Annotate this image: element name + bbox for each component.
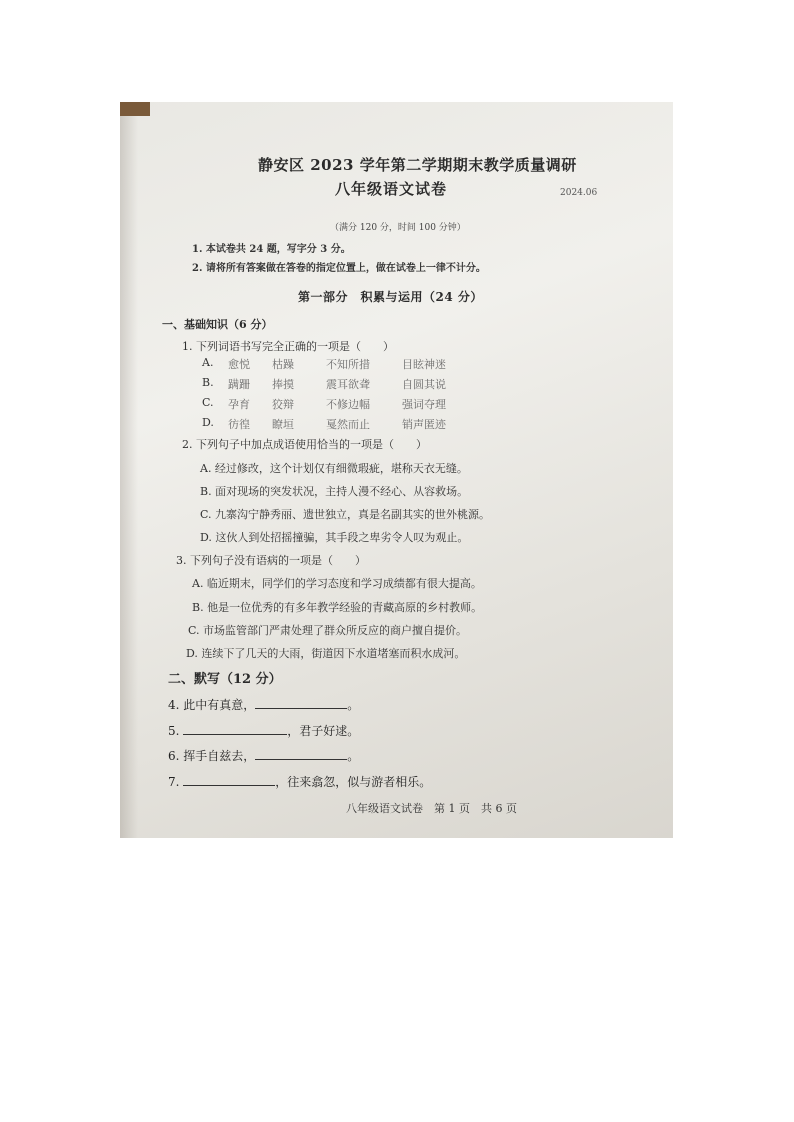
option-label: D.: [202, 416, 214, 429]
question-2-option-c: C. 九寨沟宁静秀丽、遗世独立，真是名副其实的世外桃源。: [200, 508, 491, 521]
dictation-item-6: [168, 747, 359, 764]
dictation-suffix: ，往来翕忽，似与游者相乐。: [275, 775, 432, 789]
paper-shadow: [120, 116, 138, 838]
question-3-option-b: B. 他是一位优秀的有多年教学经验的青藏高原的乡村教师。: [192, 601, 483, 614]
option-word: 自圆其说: [402, 378, 446, 391]
score-note: （满分 120 分，时间 100 分钟）: [330, 223, 466, 233]
dictation-suffix: 。: [347, 749, 360, 763]
dictation-item-4: [168, 696, 359, 713]
question-1-option-c: [120, 396, 673, 414]
instruction-2: 2. 请将所有答案做在答卷的指定位置上，做在试卷上一律不计分。: [192, 263, 486, 274]
option-label: C.: [202, 396, 214, 409]
question-2-option-b: B. 面对现场的突发状况，主持人漫不经心、从容救场。: [200, 485, 469, 498]
option-word: 瞭垣: [272, 418, 294, 431]
option-label: A.: [202, 356, 214, 369]
dictation-suffix: ，君子好逑。: [287, 724, 360, 738]
option-word: 震耳欲聋: [326, 378, 370, 391]
question-1-option-d: [120, 416, 673, 434]
question-1-stem: 1. 下列词语书写完全正确的一项是（ ）: [182, 340, 394, 353]
section-title-basics: 一、基础知识（6 分）: [162, 318, 273, 331]
question-3-option-d: D. 连续下了几天的大雨，街道因下水道堵塞而积水成河。: [186, 647, 466, 660]
table-edge: [120, 102, 150, 116]
exam-paper-photo: [120, 102, 673, 838]
option-word: 狡辩: [272, 398, 294, 411]
question-3-option-a: A. 临近期末，同学们的学习态度和学习成绩都有很大提高。: [192, 577, 482, 590]
option-word: 不修边幅: [326, 398, 370, 411]
exam-title: 静安区 2023 学年第二学期期末教学质量调研: [258, 156, 577, 174]
answer-blank[interactable]: [183, 722, 287, 735]
question-2-stem: 2. 下列句子中加点成语使用恰当的一项是（ ）: [182, 438, 427, 451]
question-1-option-a: [120, 356, 673, 374]
option-word: 枯躁: [272, 358, 294, 371]
option-word: 强词夺理: [402, 398, 446, 411]
page-footer: 八年级语文试卷 第 1 页 共 6 页: [346, 802, 517, 815]
section-title-dictation: 二、默写（12 分）: [168, 672, 282, 687]
option-label: B.: [202, 376, 214, 389]
option-word: 愈悦: [228, 358, 250, 371]
option-word: 孕育: [228, 398, 250, 411]
option-word: 销声匿迹: [402, 418, 446, 431]
option-word: 不知所措: [326, 358, 370, 371]
option-word: 捧摸: [272, 378, 294, 391]
dictation-prefix: 6. 挥手自兹去，: [168, 749, 256, 763]
option-word: 目眩神迷: [402, 358, 446, 371]
dictation-suffix: 。: [347, 698, 360, 712]
question-2-option-d: D. 这伙人到处招摇撞骗，其手段之卑劣令人叹为观止。: [200, 531, 469, 544]
answer-blank[interactable]: [183, 773, 275, 786]
answer-blank[interactable]: [255, 696, 347, 709]
dictation-prefix: 5.: [168, 724, 184, 738]
part-title: 第一部分 积累与运用（24 分）: [298, 290, 483, 304]
question-3-stem: 3. 下列句子没有语病的一项是（ ）: [176, 554, 366, 567]
instruction-1: 1. 本试卷共 24 题，写字分 3 分。: [192, 244, 351, 255]
option-word: 彷徨: [228, 418, 250, 431]
exam-date: 2024.06: [560, 188, 598, 198]
dictation-item-5: [168, 722, 359, 739]
option-word: 蹒跚: [228, 378, 250, 391]
exam-subtitle: 八年级语文试卷: [335, 180, 448, 198]
answer-blank[interactable]: [255, 747, 347, 760]
question-2-option-a: A. 经过修改，这个计划仅有细微瑕疵，堪称天衣无缝。: [200, 462, 468, 475]
dictation-prefix: 4. 此中有真意，: [168, 698, 256, 712]
question-3-option-c: C. 市场监管部门严肃处理了群众所反应的商户擅自提价。: [188, 624, 468, 637]
question-1-option-b: [120, 376, 673, 394]
dictation-item-7: [168, 773, 431, 790]
dictation-prefix: 7.: [168, 775, 184, 789]
option-word: 戛然而止: [326, 418, 370, 431]
